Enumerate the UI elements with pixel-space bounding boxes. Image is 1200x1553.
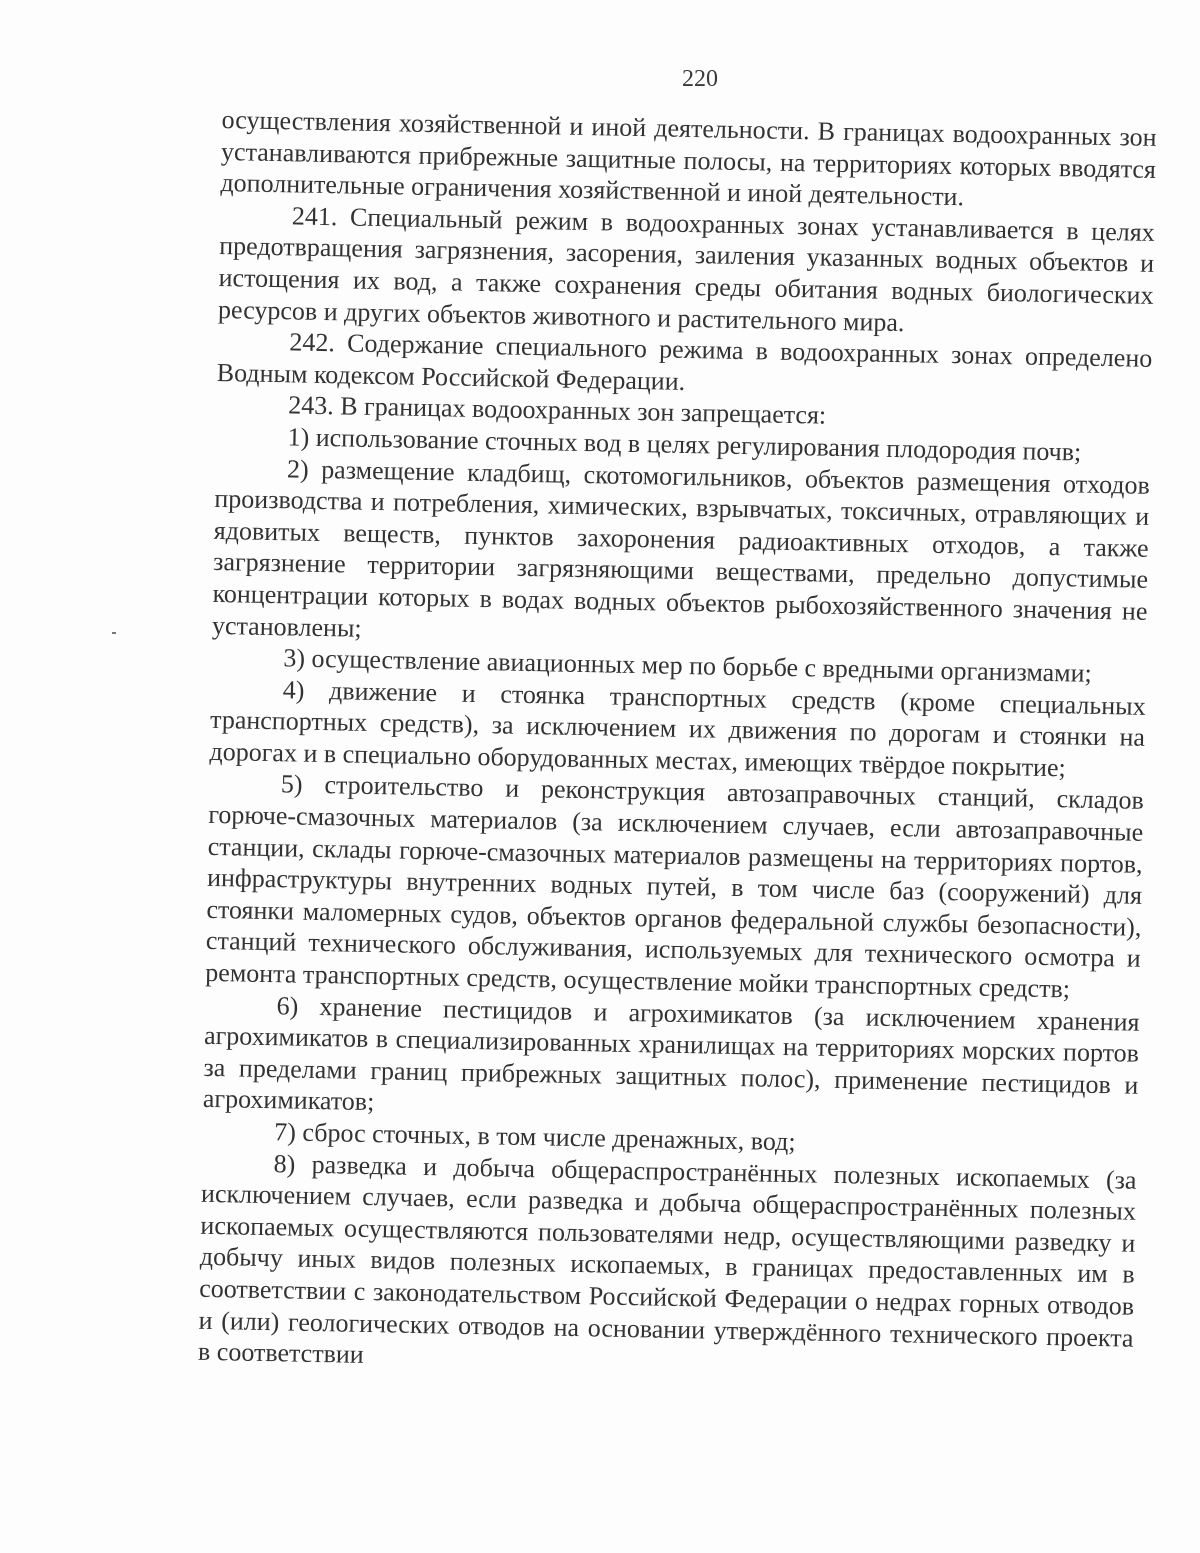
list-item-7: 7) сброс сточных, в том числе дренажных, вод; (274, 1117, 796, 1157)
paragraph-243: 243. В границах водоохранных зон запрещается: (287, 390, 827, 430)
list-item-4: 4) движение и стоянка транспортных средств (кроме специальных транспортных средств), за исключением их движения по дорогам и стоянки на дорогах и в специально оборудованных местах, имеющих твёрдое покрытие; (209, 674, 1146, 783)
page-number: 220 (682, 66, 718, 92)
paragraph-241: 241. Специальный режим в водоохранных зонах устанавливается в целях предотвращения загрязнения, засорения, заиления указанных водных объектов и истощения их вод, а также сохранения среды обитания водных биологических ресурсов и других объектов животного и растительного мира. (217, 201, 1155, 337)
paragraph-242: 242. Содержание специального режима в водоохранных зонах определено Водным кодексом Российской Федерации. (216, 327, 1153, 396)
list-item-3: 3) осуществление авиационных мер по борьбе с вредными организмами; (283, 643, 1093, 688)
list-item-8: 8) разведка и добыча общераспространённых полезных ископаемых (за исключением случаев, если разведка и добыча общераспространённых полезных ископаемых осуществляются пользователями недр, осуществляющими разведку и добычу иных видов полезных ископаемых, в границах предоставленных им в соответствии с законодательством Российской Федерации о недрах горных отводов и (или) геологических отводов на основании утверждённого технического проекта в соответствии (197, 1148, 1137, 1370)
list-item-5: 5) строительство и реконструкция автозаправочных станций, складов горюче-смазочных материалов (за исключением случаев, если автозаправочные станции, склады горюче-смазочных материалов размещены на территориях портов, инфраструктуры внутренних водных путей, в том числе баз (сооружений) для стоянки маломерных судов, объектов органов федеральной службы безопасности), станций технического обслуживания, используемых для технического осмотра и ремонта транспортных средств, осуществление мойки транспортных средств; (205, 769, 1145, 1004)
list-item-1: 1) использование сточных вод в целях регулирования плодородия почв; (287, 422, 1082, 467)
scan-speck (112, 632, 116, 634)
list-item-6: 6) хранение пестицидов и агрохимикатов (за исключением хранения агрохимикатов в специализированных хранилищах на территориях морских портов за пределами границ прибрежных защитных полос), применение пестицидов и агрохимикатов; (202, 990, 1140, 1117)
list-item-2: 2) размещение кладбищ, скотомогильников, объектов размещения отходов производства и потребления, химических, взрывчатых, токсичных, отравляющих и ядовитых веществ, пунктов захоронения радиоактивных отходов, а также загрязнение территории загрязняющими веществами, предельно допустимые концентрации которых в водах водных объектов рыбохозяйственного значения не установлены; (211, 453, 1151, 643)
paragraph-continuation: осуществления хозяйственной и иной деятельности. В границах водоохранных зон устанавливаются прибрежные защитные полосы, на территориях которых вводятся дополнительные ограничения хозяйственной и иной деятельности. (220, 104, 1157, 212)
document-body (198, 104, 1157, 1385)
